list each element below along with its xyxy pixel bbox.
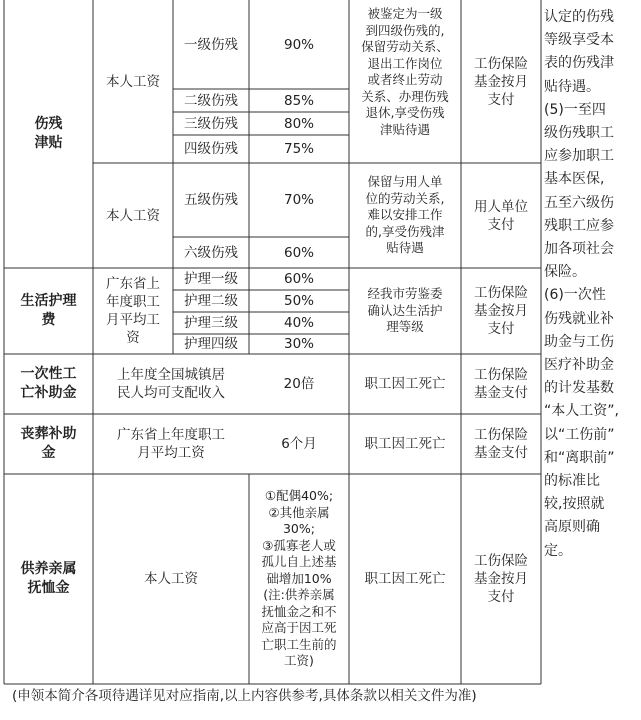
- amount-dependent-pension: ①配偶40%; ②其他亲属 30%; ③孤寡老人或 孤儿自上述基 础增加10% (注:供养亲属 抚恤金之和不 应高于因工死 亡职工生前的 工资): [261, 488, 337, 669]
- grade-2: 二级伤残: [184, 92, 238, 109]
- notes-column: [544, 6, 638, 563]
- condition-funeral-subsidy: 职工因工死亡: [364, 436, 446, 452]
- condition-death-subsidy: 职工因工死亡: [364, 376, 446, 392]
- note-line: 基本医保,: [544, 171, 605, 188]
- note-line: 五至六级伤: [544, 194, 614, 211]
- payer-death-subsidy: 工伤保险 基金支付: [474, 367, 528, 401]
- note-line: 应参加职工: [544, 148, 614, 165]
- payer-group-b: 用人单位 支付: [474, 198, 528, 233]
- note-line: 医疗补助金: [544, 357, 614, 374]
- note-line: 高原则确: [544, 519, 600, 536]
- rate-1: 90%: [283, 36, 314, 53]
- condition-group-a: 被鉴定为一级 到四级伤残的, 保留劳动关系、 退出工作岗位 或者终止劳动 关系、办理伤残 退休,享受伤残 津贴待遇: [361, 6, 449, 137]
- category-death-subsidy: 一次性工 亡补助金: [20, 366, 77, 401]
- payer-dependent-pension: 工伤保险 基金按月 支付: [474, 553, 528, 605]
- note-line: (6)一次性: [544, 287, 606, 304]
- note-line: 以“工伤前”: [544, 426, 615, 443]
- note-line: 等级享受本: [544, 32, 614, 49]
- payer-group-a: 工伤保险 基金按月 支付: [474, 55, 528, 108]
- base-funeral-subsidy: 广东省上年度职工 月平均工资: [117, 427, 225, 461]
- grade-4: 四级伤残: [184, 141, 238, 157]
- note-line: 认定的伤残: [544, 9, 614, 25]
- grade-6: 六级伤残: [184, 244, 238, 261]
- note-line: 级伤残职工: [544, 125, 614, 142]
- condition-nursing: 经我市劳鉴委 确认达生活护 理等级: [367, 286, 443, 335]
- nursing-rate-1: 60%: [283, 271, 314, 287]
- note-line: 保险。: [544, 264, 586, 281]
- base-group-a: 本人工资: [106, 73, 160, 90]
- amount-death-subsidy: 20倍: [283, 376, 315, 392]
- note-line: 定。: [544, 542, 572, 559]
- footer-disclaimer: (申领本简介各项待遇详见对应指南,以上内容供参考,具体条款以相关文件为准): [12, 688, 477, 704]
- payer-nursing: 工伤保险 基金按月 支付: [474, 285, 528, 337]
- payer-funeral-subsidy: 工伤保险 基金支付: [474, 427, 528, 461]
- rate-3: 80%: [283, 115, 314, 132]
- note-line: 加各项社会: [544, 241, 614, 258]
- note-line: 助金与工伤: [544, 333, 614, 350]
- nursing-grade-2: 护理二级: [184, 293, 238, 309]
- base-nursing: 广东省上 年度职工 月平均工 资: [106, 276, 160, 346]
- category-dependent-pension: 供养亲属 抚恤金: [20, 561, 77, 596]
- note-line: 和“离职前”: [544, 449, 615, 466]
- category-funeral-subsidy: 丧葬补助 金: [20, 426, 77, 461]
- note-line: 伤残就业补: [544, 310, 614, 327]
- nursing-grade-1: 护理一级: [184, 271, 238, 287]
- base-dependent-pension: 本人工资: [144, 571, 198, 587]
- nursing-rate-3: 40%: [283, 315, 314, 331]
- note-line: 较,按照就: [544, 496, 605, 513]
- base-death-subsidy: 上年度全国城镇居 民人均可支配收入: [117, 367, 225, 401]
- nursing-rate-2: 50%: [283, 293, 314, 309]
- category-disability-allowance: 伤残 津贴: [34, 116, 63, 151]
- note-line: “本人工资”,: [544, 403, 619, 420]
- grade-5: 五级伤残: [184, 192, 238, 208]
- note-line: 的标准比: [544, 473, 600, 490]
- nursing-grade-3: 护理三级: [184, 315, 238, 331]
- note-line: 残职工应参: [544, 217, 614, 234]
- base-group-b: 本人工资: [106, 207, 160, 224]
- nursing-grade-4: 护理四级: [184, 336, 238, 352]
- note-line: 的计发基数: [544, 380, 614, 397]
- amount-funeral-subsidy: 6个月: [281, 436, 317, 452]
- note-line: (5)一至四: [544, 101, 606, 118]
- rate-4: 75%: [283, 141, 314, 157]
- rate-2: 85%: [283, 92, 314, 109]
- nursing-rate-4: 30%: [283, 336, 314, 352]
- condition-dependent-pension: 职工因工死亡: [364, 571, 446, 587]
- grade-1: 一级伤残: [184, 36, 238, 53]
- category-nursing-fee: 生活护理 费: [20, 293, 77, 328]
- grade-3: 三级伤残: [184, 115, 238, 132]
- rate-6: 60%: [283, 244, 314, 261]
- condition-group-b: 保留与用人单 位的劳动关系, 难以安排工作 的,享受伤残津 贴待遇: [365, 174, 445, 256]
- note-line: 贴待遇。: [544, 78, 600, 95]
- note-line: 表的伤残津: [544, 55, 614, 72]
- rate-5: 70%: [283, 192, 314, 208]
